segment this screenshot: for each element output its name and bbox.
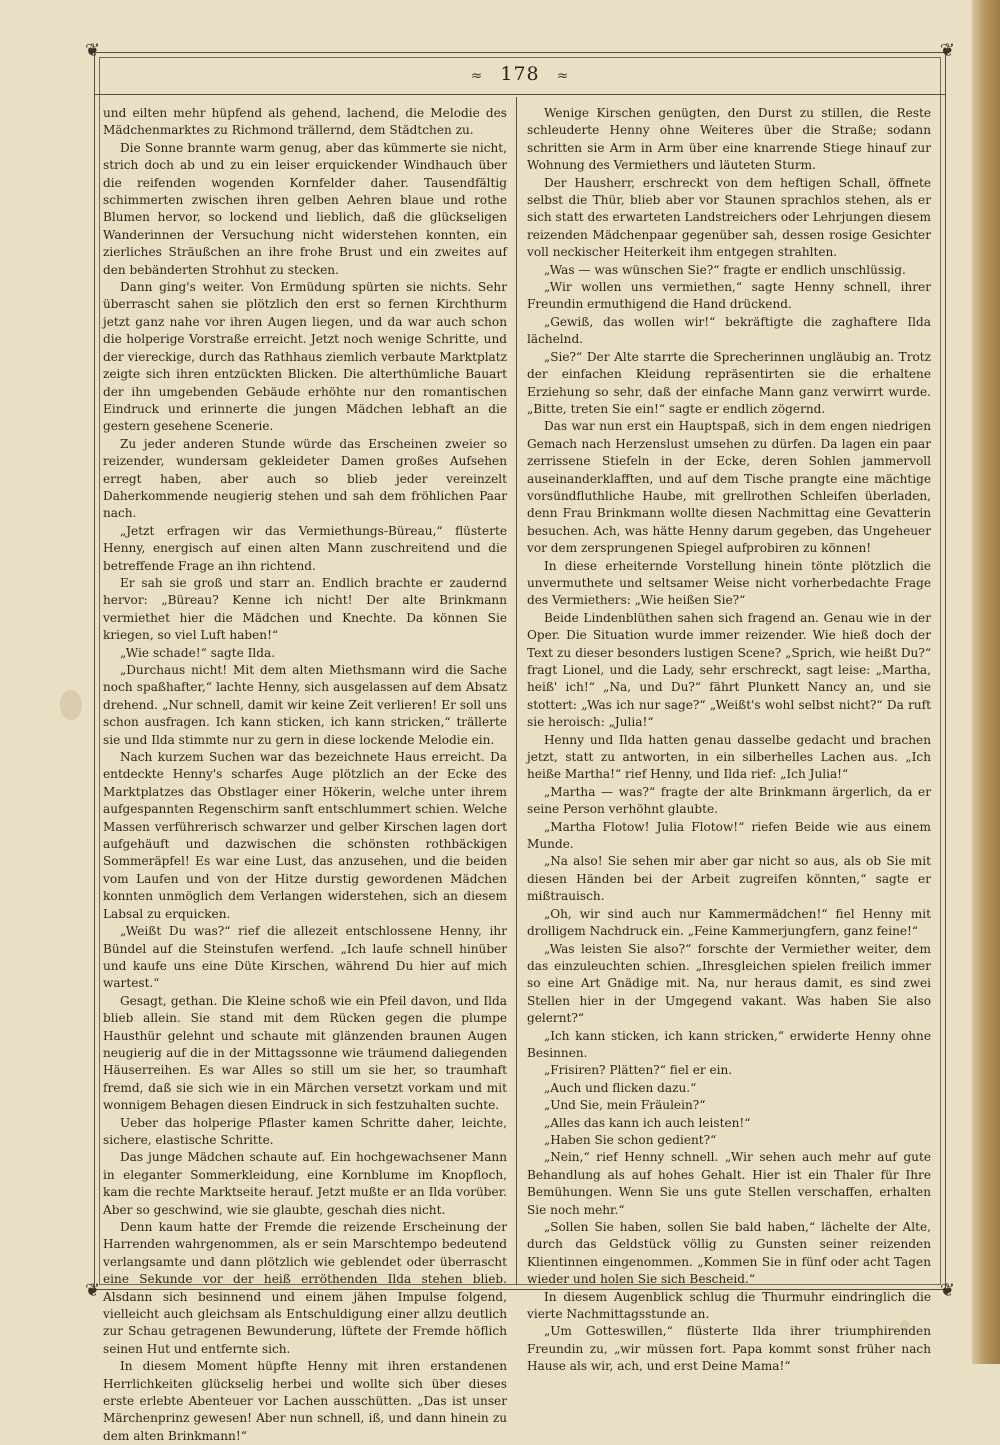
- column-divider: [516, 97, 517, 1285]
- paragraph: „Ich kann sticken, ich kann stricken,“ erwiderte Henny ohne Besinnen.: [527, 1028, 931, 1060]
- paragraph: Wenige Kirschen genügten, den Durst zu stillen, die Reste schleuderte Henny ohne Weiteres über die Straße; sodann schritten sie Arm in Arm über eine knarrende Stiege hinauf zur Wohnung des Vermiethers und läuteten Sturm.: [527, 106, 931, 173]
- paragraph: Der Hausherr, erschreckt von dem heftigen Schall, öffnete selbst die Thür, blieb aber vor Staunen sprachlos stehen, als er sich statt des erwarteten Landstreichers oder Lehrjungen diesem reizenden Mädchenpaar gegenüber sah, dessen rosige Gesichter voll neckischer Heiterkeit ihm entgegen strahlten.: [527, 175, 931, 260]
- paragraph: „Martha Flotow! Julia Flotow!“ riefen Beide wie aus einem Munde.: [527, 819, 931, 852]
- paragraph: „Alles das kann ich auch leisten!“: [543, 1115, 751, 1130]
- paragraph: „Gewiß, das wollen wir!“ bekräftigte die zaghaftere Ilda lächelnd.: [527, 314, 931, 347]
- paragraph: „Und Sie, mein Fräulein?“: [543, 1098, 706, 1113]
- header-ornament-left: ≈: [470, 68, 484, 84]
- paragraph: Die Sonne brannte warm genug, aber das kümmerte sie nicht, strich doch ab und zu ein leiser erquickender Windhauch über die reifenden wogenden Kornfelder daher. Tausendfältig schimmerten zwischen ihren gelben Aehren blaue und rothe Blumen hervor, so lockend und lieblich, daß die glückseligen Wanderinnen der Versuchung nicht widerstehen konnten, ein zierliches Sträußchen an ihre frohe Brust und ein zweites auf den bebänderten Strohhut zu stecken.: [103, 140, 507, 277]
- corner-ornament-icon: ❦: [85, 1280, 101, 1301]
- page-edge-shadow: [972, 0, 1000, 1364]
- paragraph: „Was — was wünschen Sie?“ fragte er endlich unschlüssig.: [543, 262, 906, 277]
- paragraph: „Um Gotteswillen,“ flüsterte Ilda ihrer triumphirenden Freundin zu, „wir müssen fort. Papa kommt sonst früher nach Hause als wir, ach, und erst Deine Mama!“: [527, 1324, 931, 1374]
- paragraph: Nach kurzem Suchen war das bezeichnete Haus erreicht. Da entdeckte Henny's scharfes Auge plötzlich an der Ecke des Marktplatzes das Obstlager einer Hökerin, welche unter ihrem aufgespannten Regenschirm sanft entschlummert schien. Welche Massen verführerisch schwarzer und gelber Kirschen lagen dort aufgehäuft und dazwischen die schönsten rothbäckigen Sommeräpfel! Es war eine Lust, das anzusehen, und die beiden vom Laufen und von der Hitze durstig gewordenen Mädchen konnten unmöglich dem Verlangen widerstehen, sich an diesem Labsal zu erquicken.: [103, 750, 507, 921]
- paragraph: „Sollen Sie haben, sollen Sie bald haben,“ lächelte der Alte, durch das Geldstück völlig zu Gunsten seiner reizenden Klientinnen eingenommen. „Kommen Sie in fünf oder acht Tagen wieder und holen Sie sich Bescheid.“: [527, 1220, 931, 1287]
- left-column: [103, 105, 507, 1443]
- header-ornament-right: ≈: [556, 68, 570, 84]
- right-column: [527, 105, 931, 1374]
- paragraph: Gesagt, gethan. Die Kleine schoß wie ein Pfeil davon, und Ilda blieb allein. Sie stand mit dem Rücken gegen die plumpe Hausthür gelehnt und schaute mit glänzenden braunen Augen neugierig auf die in der Mittagssonne wie träumend daliegenden Häuserreihen. Es war Alles so still um sie her, so traumhaft fremd, daß sie sich wie in ein Märchen versetzt vorkam und mit wonnigem Behagen diesen Eindruck in sich festzuhalten suchte.: [103, 993, 507, 1113]
- paragraph: „Weißt Du was?“ rief die allezeit entschlossene Henny, ihr Bündel auf die Steinstufen werfend. „Ich laufe schnell hinüber und kaufe uns eine Düte Kirschen, während Du hier auf mich wartest.“: [103, 924, 507, 991]
- header-rule: [95, 94, 945, 95]
- paragraph: „Auch und flicken dazu.“: [543, 1080, 697, 1095]
- paragraph: Das war nun erst ein Hauptspaß, sich in dem engen niedrigen Gemach nach Herzenslust umsehen zu dürfen. Da lagen ein paar zerrissene Stiefeln in der Ecke, deren Sohlen jammervoll auseinanderklafften, und auf dem Tische prangte eine mächtige vorsündfluthliche Haube, mit grellrothen Schleifen überladen, denn Frau Brinkmann wollte diesen Nachmittag eine Gevatterin besuchen. Ach, was hätte Henny darum gegeben, das Ungeheuer vor dem zersprungenen Spiegel aufprobiren zu können!: [527, 419, 931, 556]
- paragraph: „Sie?“ Der Alte starrte die Sprecherinnen ungläubig an. Trotz der einfachen Kleidung repräsentirten sie die erhaltene Erziehung so sehr, daß der einfache Mann ganz verwirrt wurde. „Bitte, treten Sie ein!“ sagte er endlich zögernd.: [527, 349, 931, 416]
- paragraph: „Durchaus nicht! Mit dem alten Miethsmann wird die Sache noch spaßhafter,“ lachte Henny, sich ausgelassen auf dem Absatz drehend. „Nur schnell, damit wir keine Zeit verlieren! Er soll uns schon ausfragen. Ich kann sticken, ich kann stricken,“ trällerte sie und Ilda stimmte nur zu gern in diese lockende Melodie ein.: [103, 663, 507, 747]
- paragraph: Ueber das holperige Pflaster kamen Schritte daher, leichte, sichere, elastische Schritte.: [103, 1115, 507, 1147]
- paragraph: „Haben Sie schon gedient?“: [543, 1132, 717, 1147]
- paragraph: In diesem Augenblick schlug die Thurmuhr eindringlich die vierte Nachmittagsstunde an.: [527, 1289, 931, 1322]
- paragraph: „Wir wollen uns vermiethen,“ sagte Henny schnell, ihrer Freundin ermuthigend die Hand drückend.: [527, 280, 931, 312]
- paragraph: „Was leisten Sie also?“ forschte der Vermiether weiter, dem das einzuleuchten schien. „Ihresgleichen spielen freilich immer so eine Art Gnädige mit. Na, nur heraus damit, es sind zwei Stellen hier in der Umgegend vakant. Was haben Sie also gelernt?“: [527, 941, 931, 1026]
- corner-ornament-icon: ❦: [939, 1280, 955, 1301]
- page-number: 178: [500, 63, 540, 85]
- page-header: [95, 63, 945, 91]
- paragraph: Er sah sie groß und starr an. Endlich brachte er zaudernd hervor: „Büreau? Kenne ich nicht! Der alte Brinkmann vermiethet hier die Mädchen und Knechte. Da können Sie kriegen, so viel Luft haben!“: [103, 575, 507, 643]
- paragraph: „Frisiren? Plätten?“ fiel er ein.: [543, 1063, 733, 1078]
- paragraph: „Wie schade!“ sagte Ilda.: [119, 645, 276, 660]
- paragraph: In diesem Moment hüpfte Henny mit ihren erstandenen Herrlichkeiten glückselig herbei und wollte sich über dieses erste erlebte Abenteuer vor Lachen ausschütten. „Das ist unser Märchenprinz gewesen! Aber nun schnell, iß, und dann hinein zu dem alten Brinkmann!“: [103, 1359, 507, 1443]
- paragraph: Beide Lindenblüthen sahen sich fragend an. Genau wie in der Oper. Die Situation wurde immer reizender. Wie hieß doch der Text zu dieser besonders lustigen Scene? „Sprich, wie heißt Du?“ fragt Lionel, und die Lady, sehr erschreckt, sagt leise: „Martha, heiß' ich!“ „Na, und Du?“ fährt Plunkett Nancy an, und sie stottert: „Was ich nur sage?“ „Weißt's wohl selbst nicht?“ Da ruft sie heroisch: „Julia!“: [527, 610, 931, 730]
- paragraph: In diese erheiternde Vorstellung hinein tönte plötzlich die unvermuthete und seltsamer Weise nicht vorherbedachte Frage des Vermiethers: „Wie heißen Sie?“: [527, 558, 931, 608]
- paragraph: „Nein,“ rief Henny schnell. „Wir sehen auch mehr auf gute Behandlung als auf hohes Gehalt. Hier ist ein Thaler für Ihre Bemühungen. Wenn Sie uns gute Stellen verschaffen, erhalten Sie noch mehr.“: [527, 1150, 931, 1217]
- paragraph: „Jetzt erfragen wir das Vermiethungs-Büreau,“ flüsterte Henny, energisch auf einen alten Mann zuschreitend und die betreffende Frage an ihn richtend.: [103, 523, 507, 573]
- paragraph: Henny und Ilda hatten genau dasselbe gedacht und brachen jetzt, statt zu antworten, in ein silberhelles Lachen aus. „Ich heiße Martha!“ rief Henny, und Ilda rief: „Ich Julia!“: [527, 732, 931, 782]
- page-frame: [85, 40, 955, 1443]
- paragraph: „Na also! Sie sehen mir aber gar nicht so aus, als ob Sie mit diesen Händen bei der Arbeit zugreifen könnten,“ sagte er mißtrauisch.: [527, 854, 931, 904]
- paper-stain: [60, 690, 82, 720]
- paragraph: und eilten mehr hüpfend als gehend, lachend, die Melodie des Mädchenmarktes zu Richmond trällernd, dem Städtchen zu.: [103, 106, 507, 138]
- paragraph: Denn kaum hatte der Fremde die reizende Erscheinung der Harrenden wahrgenommen, als er sein Marschtempo bedeutend verlangsamte und dann plötzlich wie geblendet oder überrascht eine Sekunde vor der heiß erröthenden Ilda stehen blieb. Alsdann sich besinnend und einem jähen Impulse folgend, vielleicht auch gleichsam als Entschuldigung einer allzu deutlich zur Schau getragenen Bewunderung, lüftete der Fremde höflich seinen Hut und entfernte sich.: [103, 1220, 507, 1356]
- corner-ornament-icon: ❦: [85, 40, 101, 61]
- paragraph: Das junge Mädchen schaute auf. Ein hochgewachsener Mann in eleganter Sommerkleidung, eine Kornblume im Knopfloch, kam die rechte Marktseite herauf. Jetzt mußte er an Ilda vorüber. Aber so geschwind, wie sie glaubte, geschah dies nicht.: [103, 1150, 507, 1217]
- paragraph: Zu jeder anderen Stunde würde das Erscheinen zweier so reizender, wundersam gekleideter Damen großes Aufsehen erregt haben, aber auch so blieb jeder vereinzelt Daherkommende neugierig stehen und sah dem fröhlichen Paar nach.: [103, 436, 507, 521]
- paragraph: Dann ging's weiter. Von Ermüdung spürten sie nichts. Sehr überrascht sahen sie plötzlich den erst so fernen Kirchthurm jetzt ganz nahe vor ihren Augen liegen, und da war auch schon die holperige Vorstraße erreicht. Jetzt noch wenige Schritte, und der viereckige, durch das Rathhaus ziemlich verbaute Marktplatz zeigte sich ihren entzückten Blicken. Die alterthümliche Bauart der ihn umgebenden Gebäude erhöhte nur den romantischen Eindruck und erinnerte die jungen Mädchen lebhaft an die gestern gesehene Scenerie.: [103, 280, 507, 434]
- paragraph: „Martha — was?“ fragte der alte Brinkmann ärgerlich, da er seine Person verhöhnt glaubte.: [527, 784, 931, 817]
- corner-ornament-icon: ❦: [939, 40, 955, 61]
- paragraph: „Oh, wir sind auch nur Kammermädchen!“ fiel Henny mit drolligem Nachdruck ein. „Feine Kammerjungfern, ganz feine!“: [527, 906, 931, 939]
